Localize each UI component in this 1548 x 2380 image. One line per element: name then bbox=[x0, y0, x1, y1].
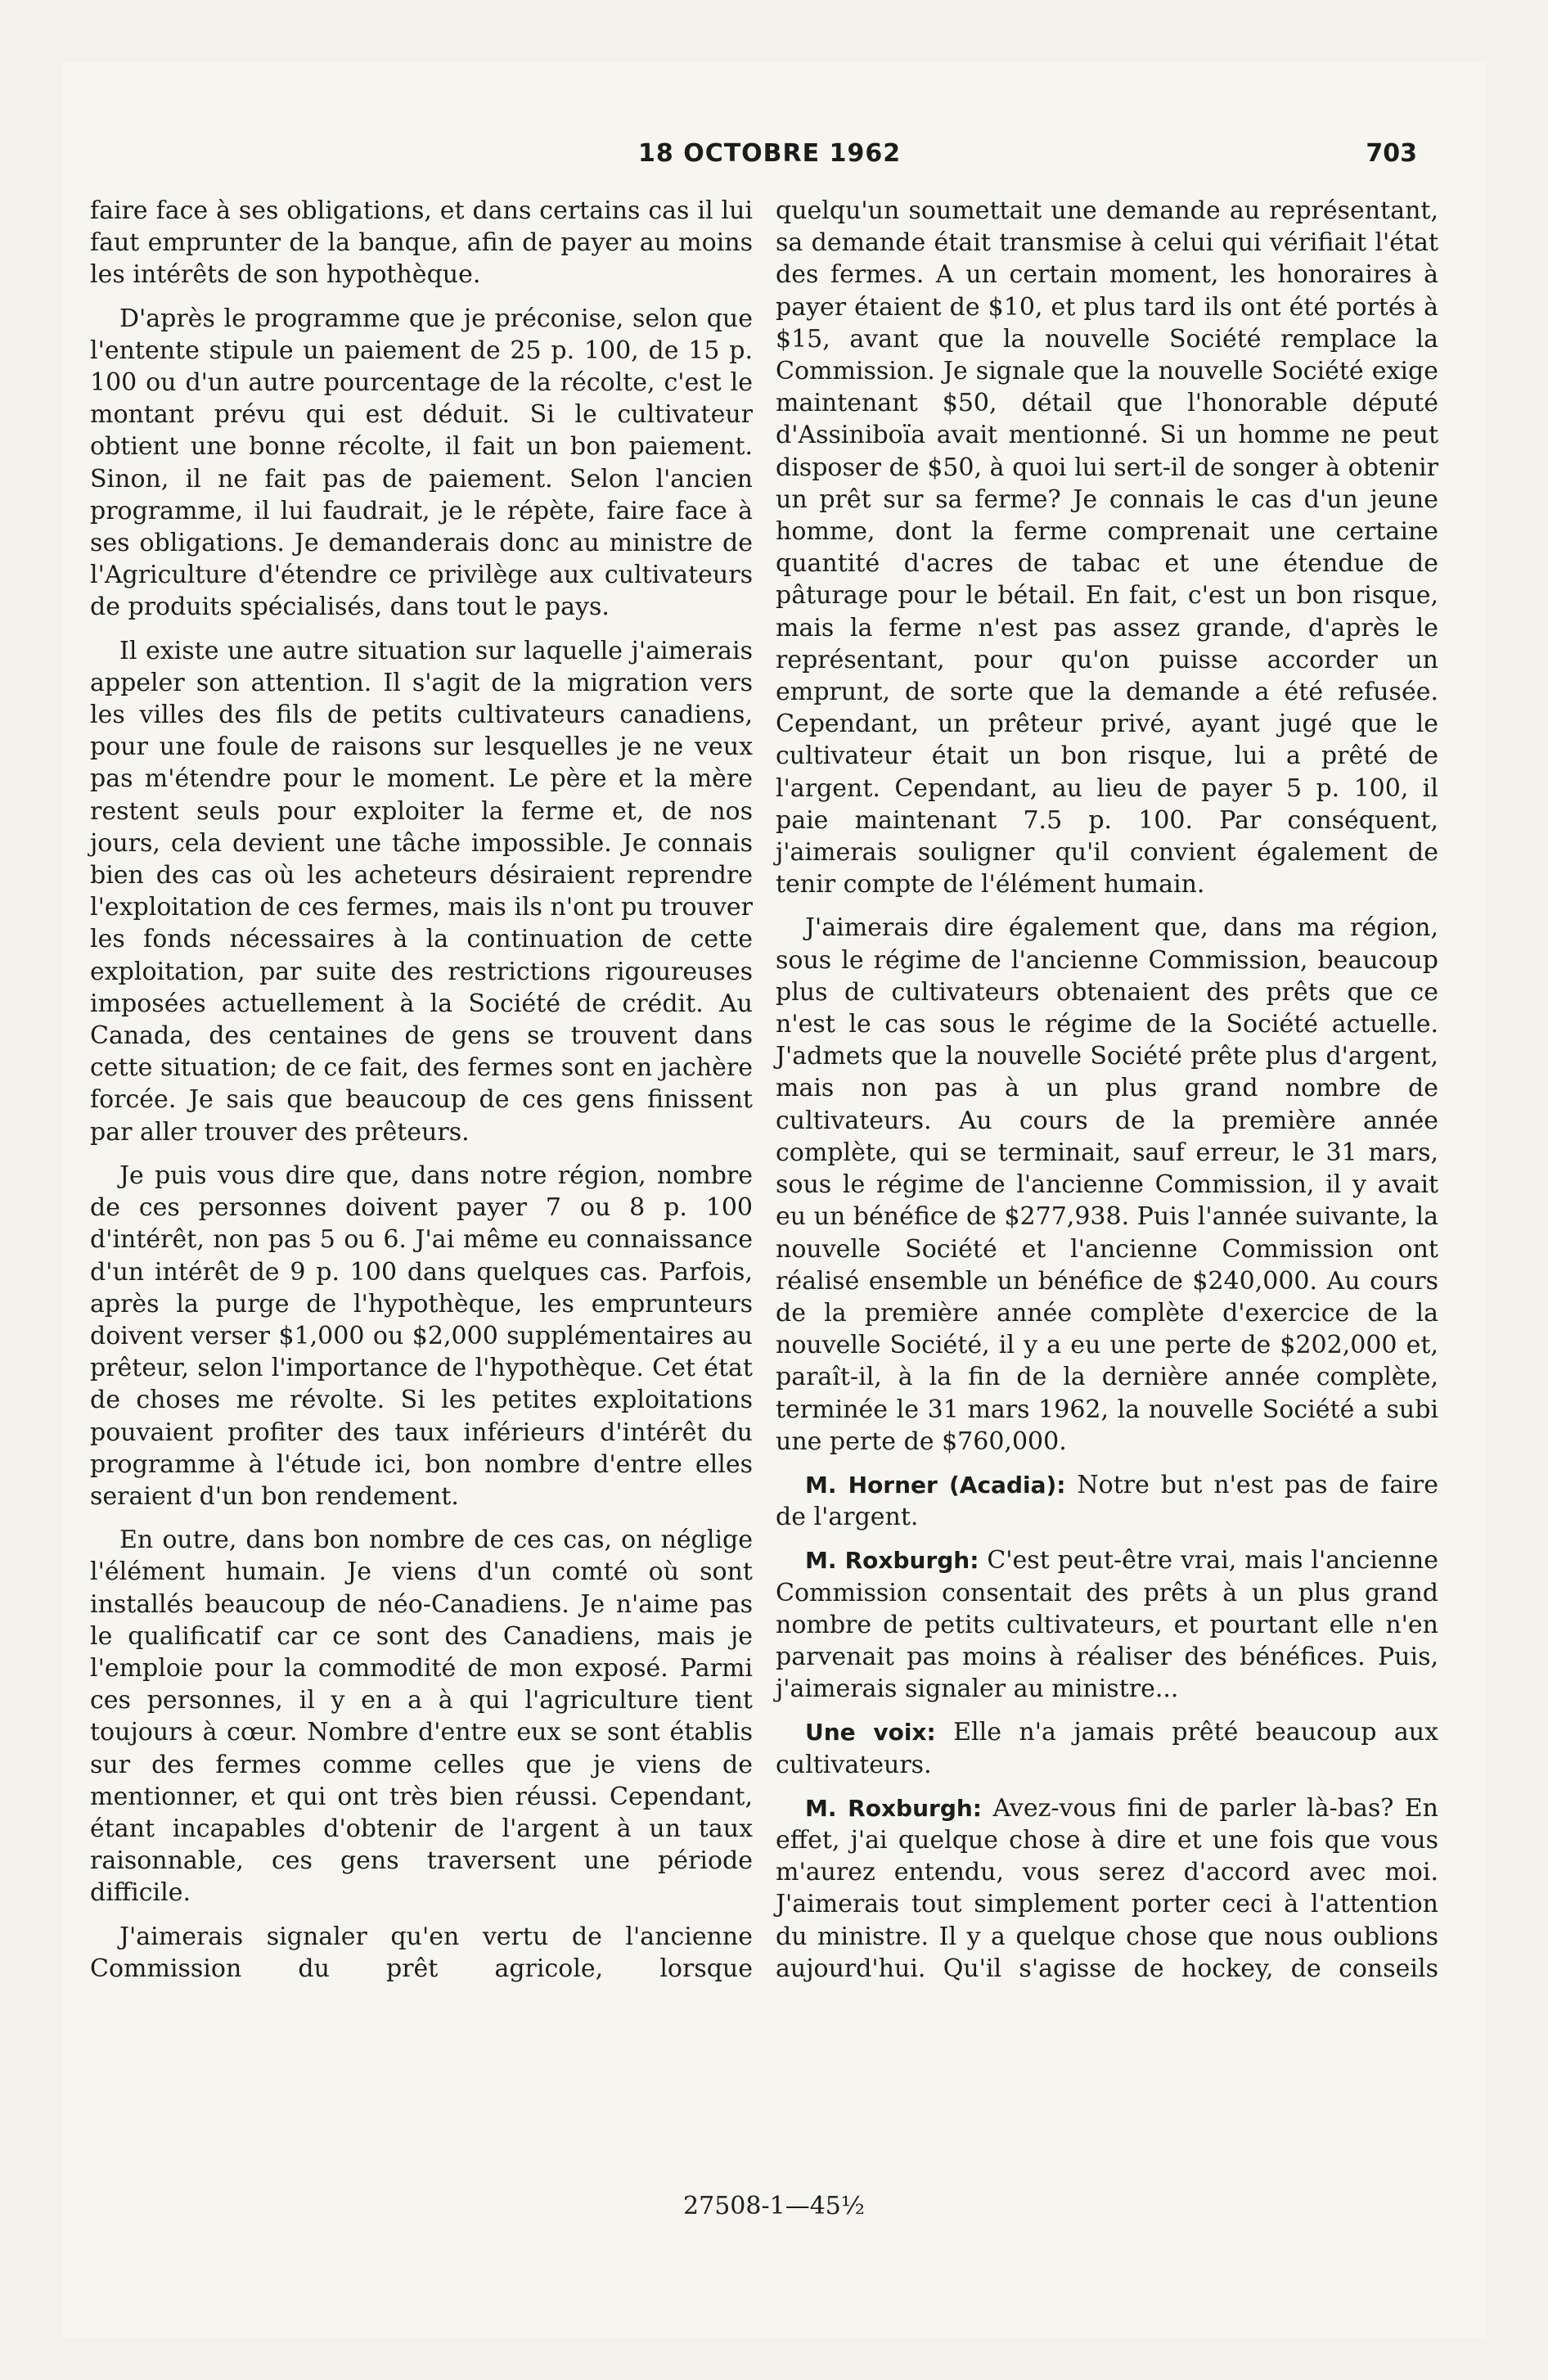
speech-text: C'est peut-être vrai, mais l'ancienne Commission consentait des prêts à un plus grand nombre de petits cultivateurs, et pourtant elle n'en parvenait pas moins à réaliser des bénéfices. Puis, j'aimerais signaler au ministre... bbox=[776, 1546, 1438, 1704]
speech-roxburgh bbox=[776, 1792, 1438, 1985]
footer-code: 27508-1—45½ bbox=[683, 2192, 865, 2220]
speech-text: Elle n'a jamais prêté beaucoup aux cultivateurs. bbox=[776, 1718, 1438, 1779]
paragraph: Il existe une autre situation sur laquelle j'aimerais appeler son attention. Il s'agit de la migration vers les villes des fils de petits cultivateurs canadiens, pour une foule de raisons sur lesquelles je ne veux pas m'étendre pour le moment. Le père et la mère restent seuls pour exploiter la ferme et, de nos jours, cela devient une tâche impossible. Je connais bien des cas où les acheteurs désiraient reprendre l'exploitation de ces fermes, mais ils n'ont pu trouver les fonds nécessaires à la continuation de cette exploitation, par suite des restrictions rigoureuses imposées actuellement à la Société de crédit. Au Canada, des centaines de gens se trouvent dans cette situation; de ce fait, des fermes sont en jachère forcée. Je sais que beaucoup de ces gens finissent par aller trouver des prêteurs. bbox=[90, 636, 753, 1147]
speech-text: Avez-vous fini de parler là-bas? En effet, j'ai quelque chose à dire et une fois que vous m'aurez entendu, vous serez d'accord avec moi. J'aimerais tout simplement porter ceci à l'attention du ministre. Il y a quelque chose que nous oublions aujourd'hui. Qu'il s'agisse de hockey, de conseils bbox=[776, 1793, 1438, 1983]
paragraph: faire face à ses obligations, et dans certains cas il lui faut emprunter de la banque, afin de payer au moins les intérêts de son hypothèque. bbox=[90, 196, 753, 290]
speech-roxburgh bbox=[776, 1544, 1438, 1705]
speech-horner bbox=[776, 1469, 1438, 1533]
paragraph: J'aimerais dire également que, dans ma région, sous le régime de l'ancienne Commission, beaucoup plus de cultivateurs obtenaient des prêts que ce n'est le cas sous le régime de la Société actuelle. J'admets que la nouvelle Société prête plus d'argent, mais non pas à un plus grand nombre de cultivateurs. Au cours de la première année complète, qui se terminait, sauf erreur, le 31 mars, sous le régime de l'ancienne Commission, il y avait eu un bénéfice de $277,938. Puis l'année suivante, la nouvelle Société et l'ancienne Commission ont réalisé ensemble un bénéfice de $240,000. Au cours de la première année complète d'exercice de la nouvelle Société, il y a eu une perte de $202,000 et, paraît-il, à la fin de la dernière année complète, terminée le 31 mars 1962, la nouvelle Société a subi une perte de $760,000. bbox=[776, 913, 1438, 1456]
right-column bbox=[776, 195, 1438, 1985]
paragraph: Je puis vous dire que, dans notre région, nombre de ces personnes doivent payer 7 ou 8 p. 100 d'intérêt, non pas 5 ou 6. J'ai même eu connaissance d'un intérêt de 9 p. 100 dans quelques cas. Parfois, après la purge de l'hypothèque, les emprunteurs doivent verser $1,000 ou $2,000 supplémentaires au prêteur, selon l'importance de l'hypothèque. Cet état de choses me révolte. Si les petites exploitations pouvaient profiter des taux inférieurs d'intérêt du programme à l'étude ici, bon nombre d'entre elles seraient d'un bon rendement. bbox=[90, 1161, 753, 1511]
speech-une-voix bbox=[776, 1716, 1438, 1780]
paragraph: En outre, dans bon nombre de ces cas, on néglige l'élément humain. Je viens d'un comté où sont installés beaucoup de néo-Canadiens. Je n'aime pas le qualificatif car ce sont des Canadiens, mais je l'emploie pour la commodité de mon exposé. Parmi ces personnes, il y en a à qui l'agriculture tient toujours à cœur. Nombre d'entre eux se sont établis sur des fermes comme celles que je viens de mentionner, et qui ont très bien réussi. Cependant, étant incapables d'obtenir de l'argent à un taux raisonnable, ces gens traversent une période difficile. bbox=[90, 1526, 753, 1908]
left-column bbox=[90, 195, 753, 1985]
speech-text: Notre but n'est pas de faire de l'argent. bbox=[776, 1470, 1438, 1532]
page-number: 703 bbox=[1366, 139, 1417, 168]
running-header-date: 18 OCTOBRE 1962 bbox=[638, 139, 902, 168]
paragraph: D'après le programme que je préconise, selon que l'entente stipule un paiement de 25 p. 100, de 15 p. 100 ou d'un autre pourcentage de la récolte, c'est le montant prévu qui est déduit. Si le cultivateur obtient une bonne récolte, il fait un bon paiement. Sinon, il ne fait pas de paiement. Selon l'ancien programme, il lui faudrait, je le répète, faire face à ses obligations. Je demanderais donc au ministre de l'Agriculture d'étendre ce privilège aux cultivateurs de produits spécialisés, dans tout le pays. bbox=[90, 304, 753, 622]
speaker-name: M. Roxburgh: bbox=[805, 1547, 979, 1575]
paragraph: quelqu'un soumettait une demande au représentant, sa demande était transmise à celui qui vérifiait l'état des fermes. A un certain moment, les honoraires à payer étaient de $10, et plus tard ils ont été portés à $15, avant que la nouvelle Société remplace la Commission. Je signale que la nouvelle Société exige maintenant $50, détail que l'honorable député d'Assiniboïa avait mentionné. Si un homme ne peut disposer de $50, à quoi lui sert-il de songer à obtenir un prêt sur sa ferme? Je connais le cas d'un jeune homme, dont la ferme comprenait une certaine quantité d'acres de tabac et une étendue de pâturage pour le bétail. En fait, c'est un bon risque, mais la ferme n'est pas assez grande, d'après le représentant, pour qu'on puisse accorder un emprunt, de sorte que la demande a été refusée. Cependant, un prêteur privé, ayant jugé que le cultivateur était un bon risque, lui a prêté de l'argent. Cependant, au lieu de payer 5 p. 100, il paie maintenant 7.5 p. 100. Par conséquent, j'aimerais souligner qu'il convient également de tenir compte de l'élément humain. bbox=[776, 196, 1438, 899]
speaker-name: M. Horner (Acadia): bbox=[805, 1471, 1066, 1499]
speaker-name: M. Roxburgh: bbox=[805, 1794, 982, 1822]
speaker-name: Une voix: bbox=[805, 1719, 936, 1747]
paragraph: J'aimerais signaler qu'en vertu de l'ancienne Commission du prêt agricole, lorsque bbox=[90, 1922, 753, 1983]
